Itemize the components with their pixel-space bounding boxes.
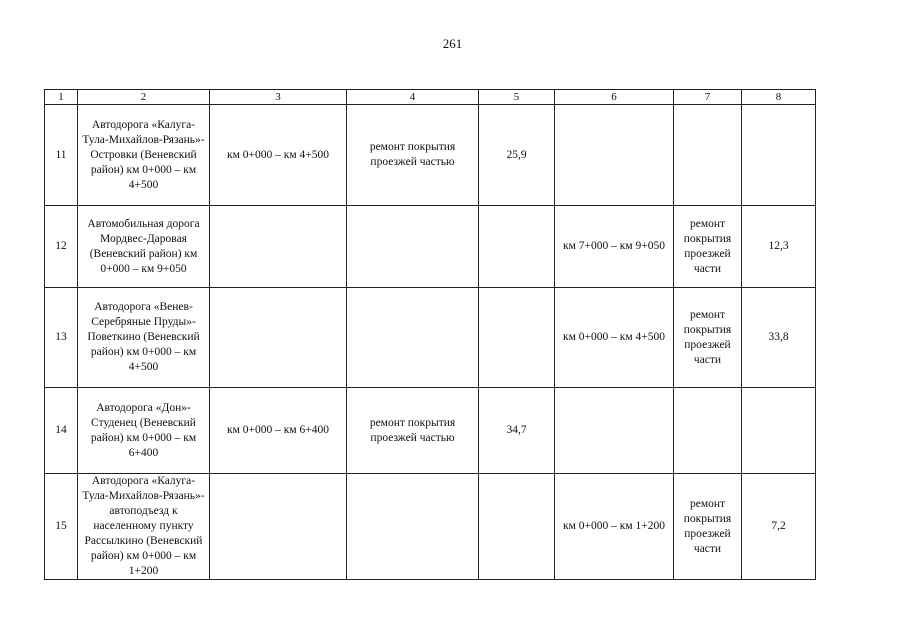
- work-type-a: [347, 474, 479, 580]
- value-b: [742, 105, 816, 206]
- value-a: [479, 288, 555, 388]
- segment-b: км 7+000 – км 9+050: [555, 206, 674, 288]
- table-row: [45, 288, 816, 388]
- row-number: 11: [45, 105, 78, 206]
- row-number: 13: [45, 288, 78, 388]
- header-cell: 5: [479, 90, 555, 105]
- segment-b: [555, 105, 674, 206]
- table-row: [45, 388, 816, 474]
- work-type-a: [347, 206, 479, 288]
- header-cell: 3: [210, 90, 347, 105]
- row-number: 15: [45, 474, 78, 580]
- header-row: [45, 90, 816, 105]
- work-type-b: ремонт покрытия проезжей части: [674, 206, 742, 288]
- segment-a: [210, 474, 347, 580]
- segment-b: км 0+000 – км 1+200: [555, 474, 674, 580]
- segment-a: [210, 206, 347, 288]
- table-row: [45, 206, 816, 288]
- work-type-b: ремонт покрытия проезжей части: [674, 474, 742, 580]
- road-name: Автодорога «Калуга-Тула-Михайлов-Рязань»-Островки (Веневский район) км 0+000 – км 4+500: [78, 105, 210, 206]
- work-type-a: ремонт покрытия проезжей частью: [347, 388, 479, 474]
- value-b: 33,8: [742, 288, 816, 388]
- header-cell: 7: [674, 90, 742, 105]
- road-name: Автодорога «Венев-Серебряные Пруды»-Поветкино (Веневский район) км 0+000 – км 4+500: [78, 288, 210, 388]
- segment-b: км 0+000 – км 4+500: [555, 288, 674, 388]
- road-name: Автодорога «Дон»-Студенец (Веневский район) км 0+000 – км 6+400: [78, 388, 210, 474]
- table-row: [45, 105, 816, 206]
- segment-a: км 0+000 – км 6+400: [210, 388, 347, 474]
- work-type-b: [674, 105, 742, 206]
- work-type-a: [347, 288, 479, 388]
- value-b: 12,3: [742, 206, 816, 288]
- roads-table: [44, 89, 816, 580]
- value-b: 7,2: [742, 474, 816, 580]
- segment-a: [210, 288, 347, 388]
- value-a: 34,7: [479, 388, 555, 474]
- value-a: [479, 206, 555, 288]
- page-number: 261: [442, 36, 463, 51]
- segment-a: км 0+000 – км 4+500: [210, 105, 347, 206]
- table-row: [45, 474, 816, 580]
- header-cell: 4: [347, 90, 479, 105]
- row-number: 14: [45, 388, 78, 474]
- road-name: Автомобильная дорога Мордвес-Даровая (Веневский район) км 0+000 – км 9+050: [78, 206, 210, 288]
- value-a: [479, 474, 555, 580]
- header-cell: 6: [555, 90, 674, 105]
- work-type-b: ремонт покрытия проезжей части: [674, 288, 742, 388]
- header-cell: 8: [742, 90, 816, 105]
- work-type-b: [674, 388, 742, 474]
- segment-b: [555, 388, 674, 474]
- header-cell: 2: [78, 90, 210, 105]
- road-name: Автодорога «Калуга-Тула-Михайлов-Рязань»-автоподъезд к населенному пункту Рассылкино (Веневский район) км 0+000 – км 1+200: [78, 474, 210, 580]
- row-number: 12: [45, 206, 78, 288]
- work-type-a: ремонт покрытия проезжей частью: [347, 105, 479, 206]
- value-a: 25,9: [479, 105, 555, 206]
- header-cell: 1: [45, 90, 78, 105]
- value-b: [742, 388, 816, 474]
